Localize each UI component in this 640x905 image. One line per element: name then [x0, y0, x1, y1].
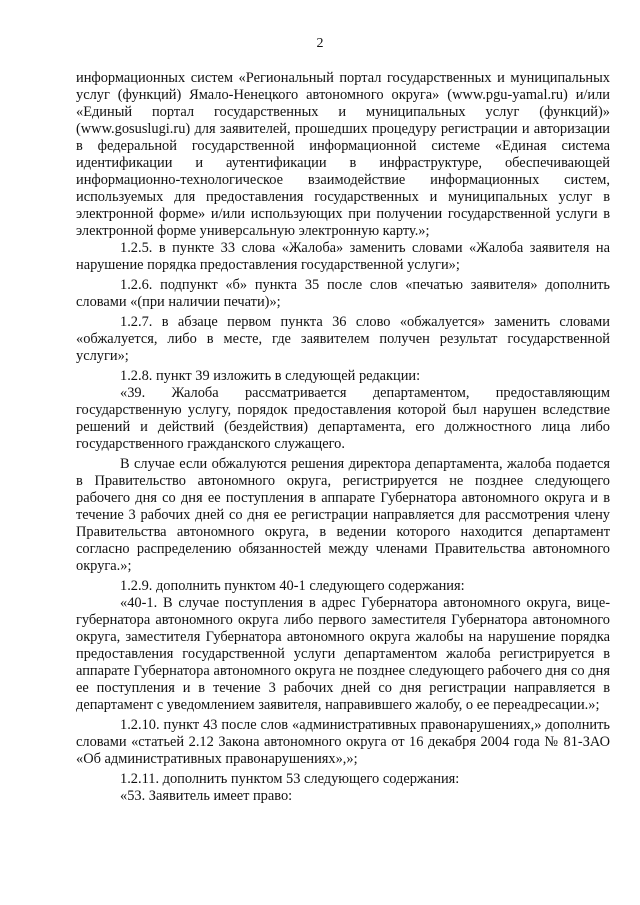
- paragraph-item-1-2-8: 1.2.8. пункт 39 изложить в следующей редакции:: [120, 368, 421, 384]
- document-body: [76, 70, 610, 805]
- paragraph-point-39: «39. Жалоба рассматривается департаментом, предоставляющим государственную услугу, порядок предоставления которой был нарушен вследствие решений и действий (бездействия) департамента, его должностного лица либо государственного гражданского служащего.: [76, 385, 610, 452]
- paragraph-item-1-2-6: 1.2.6. подпункт «б» пункта 35 после слов «печатью заявителя» дополнить словами «(при наличии печати)»;: [76, 277, 610, 310]
- paragraph-point-39-part-2: В случае если обжалуются решения директора департамента, жалоба подается в Правительство автономного округа, регистрируется не позднее следующего рабочего дня со дня ее поступления в аппарате Губернатора автономного округа и в течение 3 рабочих дней со дня ее регистрации направляется для рассмотрения члену Правительства автономного округа, в ведении которого находится департамент согласно распределению обязанностей между членами Правительства автономного округа.»;: [76, 456, 610, 574]
- page-number: 2: [316, 36, 324, 51]
- paragraph-item-1-2-10: 1.2.10. пункт 43 после слов «административных правонарушениях,» дополнить словами «статьей 2.12 Закона автономного округа от 16 декабря 2004 года № 81-ЗАО «Об административных правонарушениях»,»;: [76, 717, 610, 767]
- paragraph-item-1-2-7: 1.2.7. в абзаце первом пункта 36 слово «обжалуется» заменить словами «обжалуется, либо в месте, где заявителем получен результат государственной услуги»;: [76, 314, 610, 364]
- paragraph-item-1-2-11: 1.2.11. дополнить пунктом 53 следующего содержания:: [120, 771, 460, 787]
- paragraph-continuation: информационных систем «Региональный портал государственных и муниципальных услуг (функций) Ямало-Ненецкого автономного округа» (www.pgu-yamal.ru) и/или «Единый портал государственных и муниципальных услуг (функций)» (www.gosuslugi.ru) для заявителей, прошедших процедуру регистрации и авторизации в федеральной государственной информационной системе «Единая система идентификации и аутентификации в инфраструктуре, обеспечивающей информационно-технологическое взаимодействие информационных систем, используемых для предоставления государственных и муниципальных услуг в электронной форме» и/или использующих при получении государственной услуги в электронной форме универсальную электронную карту.»;: [76, 70, 610, 239]
- paragraph-point-40-1: «40-1. В случае поступления в адрес Губернатора автономного округа, вице-губернатора автономного округа либо первого заместителя Губернатора автономного округа, заместителя Губернатора автономного округа жалобы на нарушение порядка предоставления государственной услуги департаментом жалоба регистрируется в аппарате Губернатора автономного округа не позднее следующего рабочего дня со дня ее поступления и в течение 3 рабочих дней со дня регистрации направляется в департамент с уведомлением заявителя, направившего жалобу, о ее переадресации.»;: [76, 595, 610, 713]
- paragraph-point-53: «53. Заявитель имеет право:: [120, 788, 293, 804]
- paragraph-item-1-2-5: 1.2.5. в пункте 33 слова «Жалоба» заменить словами «Жалоба заявителя на нарушение порядка предоставления государственной услуги»;: [76, 240, 610, 273]
- paragraph-item-1-2-9: 1.2.9. дополнить пунктом 40-1 следующего содержания:: [120, 578, 465, 594]
